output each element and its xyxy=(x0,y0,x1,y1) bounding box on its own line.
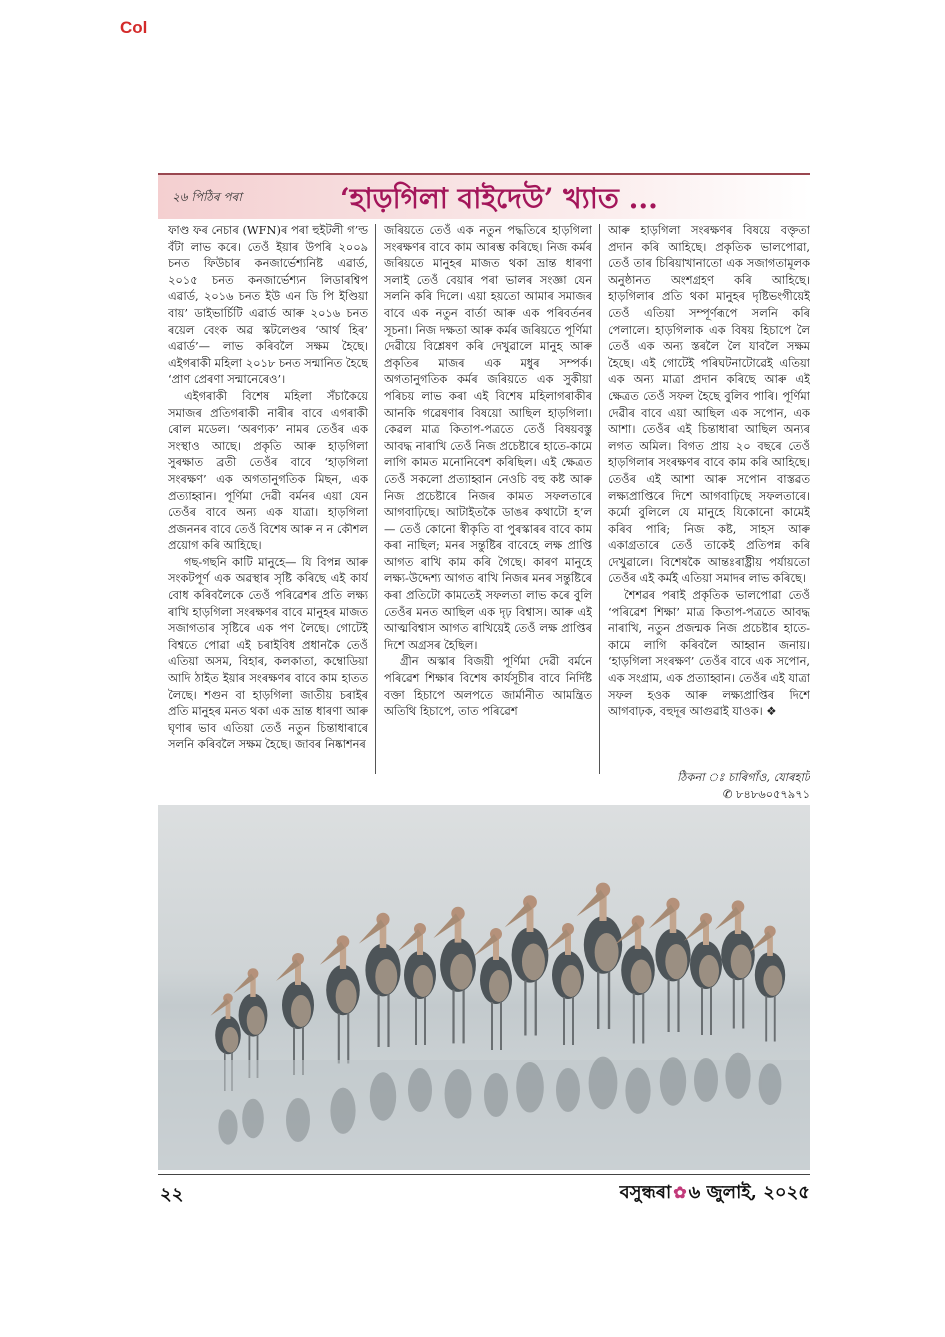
magazine-name: বসুন্ধৰা xyxy=(619,1182,672,1203)
article-header xyxy=(158,173,810,219)
author-phone: ✆ ৮৪৮৬০৫৭৯৭১ xyxy=(722,787,810,800)
column-divider xyxy=(599,224,600,774)
footer-masthead xyxy=(620,1178,810,1209)
author-address: ঠিকনা ঃ চাৰিগাঁও, যোৰহাট xyxy=(677,770,810,784)
paragraph: গ্ৰীন অস্কাৰ বিজয়ী পূৰ্ণিমা দেৱী বৰ্মনে পৰিৱেশ শিক্ষাৰ বিশেষ কাৰ্যসূচীৰ বাবে নিৰ্দিষ্ট বক্তা হিচাপে অলপতে জাৰ্মানীত আমন্ত্ৰিত অতিথি হিচাপে, তাত পৰিৱেশ xyxy=(384,654,592,719)
storks-photo xyxy=(158,805,810,1170)
flower-icon: ✿ xyxy=(673,1183,687,1202)
paragraph: ফাণ্ড ফৰ নেচাৰ (WFN)ৰ পৰা হুইটলী গ’ল্ড বঁটা লাভ কৰে। তেওঁ ইয়াৰ উপৰি ২০০৯ চনত ফিউচাৰ কনজাৰ্ভেশ্যনিষ্ট এৱাৰ্ড, ২০১৫ চনত কনজাৰ্ভেশ্যন লিডাৰশ্বিপ এৱাৰ্ড, ২০১৬ চনত ইউ এন ডি পি ইণ্ডিয়া বায়’ ডাইভাৰ্চিটি এৱাৰ্ড আৰু ২০১৬ চনত ৰয়েল বেংক অৱ স্কটলেণ্ডৰ ‘আৰ্থ হিৰ’ এৱাৰ্ড’— লাভ কৰিবলৈ সক্ষম হৈছে। এইগৰাকী মহিলা ২০১৮ চনত সন্মানিত হৈছে ‘প্ৰাণ প্ৰেৰণা সন্মানেৰেও’। xyxy=(168,223,368,387)
paragraph: জৰিয়তে তেওঁ এক নতুন পদ্ধতিৰে হাড়গিলা সংৰক্ষণৰ বাবে কাম আৰম্ভ কৰিছে। নিজ কৰ্মৰ জৰিয়তে মানুহৰ মাজত থকা ভ্ৰান্ত ধাৰণা সলাই তেওঁ বেয়াৰ পৰা ভালৰ সংজ্ঞা যেন সলনি কৰি দিলে। এয়া হয়তো আমাৰ সমাজৰ বাবে এক নতুন বাৰ্তা আৰু এক পৰিবৰ্তনৰ সূচনা। নিজ দক্ষতা আৰু কৰ্মৰ জৰিয়তে পূৰ্ণিমা দেৱীয়ে বিশ্লেষণ কৰি দেখুৱালে মানুহ আৰু প্ৰকৃতিৰ মাজৰ এক মধুৰ সম্পৰ্ক। অগতানুগতিক কৰ্মৰ জৰিয়তে এক সুকীয়া পৰিচয় লাভ কৰা এই বিশেষ মহিলাগৰাকীৰ আনকি গৱেষণাৰ বিষয়ো আছিল হাড়গিলা। কেৱল মাত্ৰ কিতাপ-পত্ৰতে তেওঁ বিষয়বস্তু আবদ্ধ নাৰাখি তেওঁ নিজ প্ৰচেষ্টাৰে হাতে-কামে লাগি কামত মনোনিবেশ কৰিছিল। এই ক্ষেত্ৰত তেওঁ সকলো প্ৰত্যাহ্বান নেওচি বহু কষ্ট আৰু নিজ প্ৰচেষ্টাৰে নিজৰ কামত সফলতাৰে আগবাঢ়িছে। আটাইতকৈ ডাঙৰ কথাটো হ’ল— তেওঁ কোনো স্বীকৃতি বা পুৰস্কাৰৰ বাবে কাম কৰা নাছিল; মনৰ সন্তুষ্টিৰ বাবেহে লক্ষ প্ৰাপ্তি আগত ৰাখি কাম কৰি গৈছে। কাৰণ মানুহে লক্ষ্য-উদ্দেশ্য আগত ৰাখি নিজৰ মনৰ সন্তুষ্টিৰে কৰা প্ৰতিটো কামতেই সফলতা লাভ কৰে বুলি তেওঁৰ মনত আছিল এক দৃঢ় বিশ্বাস। আৰু এই আত্মবিশ্বাস আগত ৰাখিয়েই তেওঁ লক্ষ প্ৰাপ্তিৰ দিশে অগ্ৰসৰ হৈছিল। xyxy=(384,223,592,652)
article-headline: ‘হাড়গিলা বাইদেউ’ খ্যাত ... xyxy=(340,182,658,215)
corner-tag: Col xyxy=(120,18,148,37)
paragraph: শৈশৱৰ পৰাই প্ৰকৃতিক ভালপোৱা তেওঁ ‘পৰিৱেশ শিক্ষা’ মাত্ৰ কিতাপ-পত্ৰতে আবদ্ধ নাৰাখি, নতুন প্ৰজন্মক নিজ প্ৰচেষ্টাৰ হাতে- কামে লাগি কৰিবলৈ আহ্বান জনায়। ‘হাড়গিলা সংৰক্ষণ’ তেওঁৰ বাবে এক সপোন, এক সংগ্ৰাম, এক প্ৰত্যাহ্বান। তেওঁৰ এই যাত্ৰা সফল হওক আৰু লক্ষ্যপ্ৰাপ্তিৰ দিশে আগবাঢ়ক, বহুদূৰ আগুৱাই যাওক। ❖ xyxy=(608,588,810,719)
text-column-1 xyxy=(168,222,368,800)
text-column-2 xyxy=(384,222,592,800)
column-divider xyxy=(375,224,376,774)
issue-date: ৬ জুলাই, ২০২৫ xyxy=(688,1182,810,1203)
paragraph: আৰু হাড়গিলা সংৰক্ষণৰ বিষয়ে বক্তৃতা প্ৰদান কৰি আহিছে। প্ৰকৃতিক ভালপোৱা, তেওঁ তাৰ চিৰিয়াখানাতো এক সজাগতামূলক অনুষ্ঠানত অংশগ্ৰহণ কৰি আহিছে। হাড়গিলাৰ প্ৰতি থকা মানুহৰ দৃষ্টিভংগীয়েই তেওঁ এতিয়া সম্পূৰ্ণৰূপে সলনি কৰি পেলালে। হাড়গিলাক এক বিষয় হিচাপে লৈ তেওঁ এক অন্য স্তৰলৈ লৈ যাবলৈ সক্ষম হৈছে। এই গোটেই পৰিঘটনাটোৱেই এতিয়া এক অন্য মাত্ৰা প্ৰদান কৰিছে আৰু এই ক্ষেত্ৰত তেওঁ সফল হৈছে বুলিব পাৰি। পূৰ্ণিমা দেৱীৰ বাবে এয়া আছিল এক সপোন, এক আশা। তেওঁৰ এই চিন্তাধাৰা আছিল অন্যৰ লগত অমিল। বিগত প্ৰায় ২০ বছৰে তেওঁ হাড়গিলাৰ সংৰক্ষণৰ বাবে কাম কৰি আহিছে। তেওঁৰ এই আশা আৰু সপোন বাস্তৱত লক্ষ্যপ্ৰাপ্তিৰে দিশে আগবাঢ়িছে সফলতাৰে। কৰ্মো বুলিলে যে মানুহে যিকোনো কামেই কৰিব পাৰি; নিজ কষ্ট, সাহস আৰু একাগ্ৰতাৰে তেওঁ তাকেই প্ৰতিপন্ন কৰি দেখুৱালে। বিশেষকৈ আন্তঃৰাষ্ট্ৰীয় পৰ্যায়তো তেওঁৰ এই কৰ্মই এতিয়া সমাদৰ লাভ কৰিছে। xyxy=(608,223,810,586)
continued-from-label: ২৬ পিঠিৰ পৰা xyxy=(172,190,242,204)
article-body xyxy=(168,222,810,800)
paragraph: গছ-গছনি কাটি মানুহে— যি বিপন্ন আৰু সংকটপূৰ্ণ এক অৱস্থাৰ সৃষ্টি কৰিছে এই কাৰ্য বোধ কৰিবলৈকে তেওঁ পৰিৱেশৰ প্ৰতি লক্ষ্য ৰাখি হাড়গিলা সংৰক্ষণৰ বাবে মানুহৰ মাজত সজাগতাৰ সৃষ্টিৰে এক পণ লৈছে। গোটেই বিশ্বতে পোৱা এই চৰাইবিধ প্ৰধানকৈ তেওঁ এতিয়া অসম, বিহাৰ, কলকাতা, কম্বোডিয়া আদি ঠাইত ইয়াৰ সংৰক্ষণৰ বাবে কাম হাতত লৈছে। শগুন বা হাড়গিলা জাতীয় চৰাইৰ প্ৰতি মানুহৰ মনত থকা এক ভ্ৰান্ত ধাৰণা আৰু ঘৃণাৰ ভাব এতিয়া তেওঁ নতুন চিন্তাধাৰাৰে সলনি কৰিবলৈ সক্ষম হৈছে। জাবৰ নিষ্কাশনৰ xyxy=(168,554,368,752)
page-number: ২২ xyxy=(160,1184,184,1205)
text-column-3 xyxy=(608,222,810,800)
footer-rule xyxy=(158,1174,810,1175)
paragraph: এইগৰাকী বিশেষ মহিলা সঁচাকৈয়ে সমাজৰ প্ৰতিগৰাকী নাৰীৰ বাবে এগৰাকী ৰোল মডেল। ‘অৰণ্যক’ নামৰ তেওঁৰ এক সংস্থাও আছে। প্ৰকৃতি আৰু হাড়গিলা সুৰক্ষাত ব্ৰতী তেওঁৰ বাবে ‘হাড়গিলা সংৰক্ষণ’ এক অগতানুগতিক মিছন, এক প্ৰত্যাহ্বান। পূৰ্ণিমা দেৱী বৰ্মনৰ এয়া যেন তেওঁৰ বাবে অন্য এক যাত্ৰা। হাড়গিলা প্ৰজননৰ বাবে তেওঁ বিশেষ আৰু ন ন কৌশল প্ৰয়োগ কৰি আহিছে। xyxy=(168,388,368,553)
